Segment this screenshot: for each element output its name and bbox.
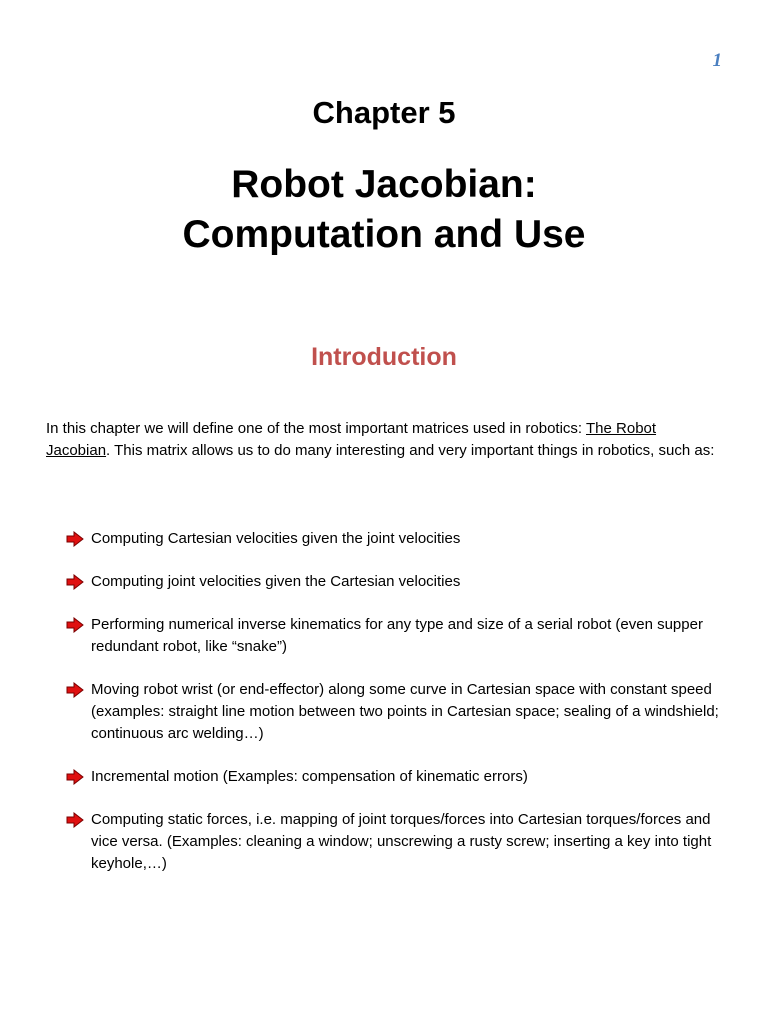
list-item [66, 809, 726, 875]
bullet-text: Incremental motion (Examples: compensation of kinematic errors) [91, 768, 528, 785]
bullet-text: Moving robot wrist (or end-effector) along some curve in Cartesian space with constant speed (examples: straight line motion between two points in Cartesian space; sealing of a windshield; continuous arc welding…) [91, 681, 719, 742]
list-item [66, 571, 726, 593]
bullet-text: Performing numerical inverse kinematics for any type and size of a serial robot (even supper redundant robot, like “snake”) [91, 616, 703, 655]
list-item [66, 766, 726, 788]
bullet-text: Computing joint velocities given the Cartesian velocities [91, 573, 461, 590]
arrow-right-icon [66, 574, 84, 590]
arrow-right-icon [66, 769, 84, 785]
chapter-label: Chapter 5 [312, 95, 456, 130]
section-heading: Introduction [311, 343, 457, 371]
arrow-right-icon [66, 617, 84, 633]
list-item [66, 614, 726, 658]
bullet-text: Computing Cartesian velocities given the joint velocities [91, 530, 461, 547]
chapter-title-line-2: Computation and Use [182, 213, 586, 256]
arrow-right-icon [66, 531, 84, 547]
chapter-title [0, 160, 768, 260]
intro-text-after: . This matrix allows us to do many interesting and very important things in robotics, such as: [106, 442, 715, 459]
list-item [66, 528, 726, 550]
bullet-list [66, 528, 726, 896]
arrow-right-icon [66, 812, 84, 828]
robot-jacobian-link[interactable]: The Robot Jacobian [46, 420, 657, 459]
page-number: 1 [712, 50, 722, 71]
arrow-right-icon [66, 682, 84, 698]
bullet-text: Computing static forces, i.e. mapping of joint torques/forces into Cartesian torques/forces and vice versa. (Examples: cleaning a window; unscrewing a rusty screw; inserting a key into tight keyhole,…) [91, 811, 712, 872]
chapter-title-line-1: Robot Jacobian: [231, 163, 537, 206]
intro-paragraph [46, 418, 718, 462]
intro-text-before: In this chapter we will define one of the most important matrices used in robotics: [46, 420, 586, 437]
list-item [66, 679, 726, 745]
